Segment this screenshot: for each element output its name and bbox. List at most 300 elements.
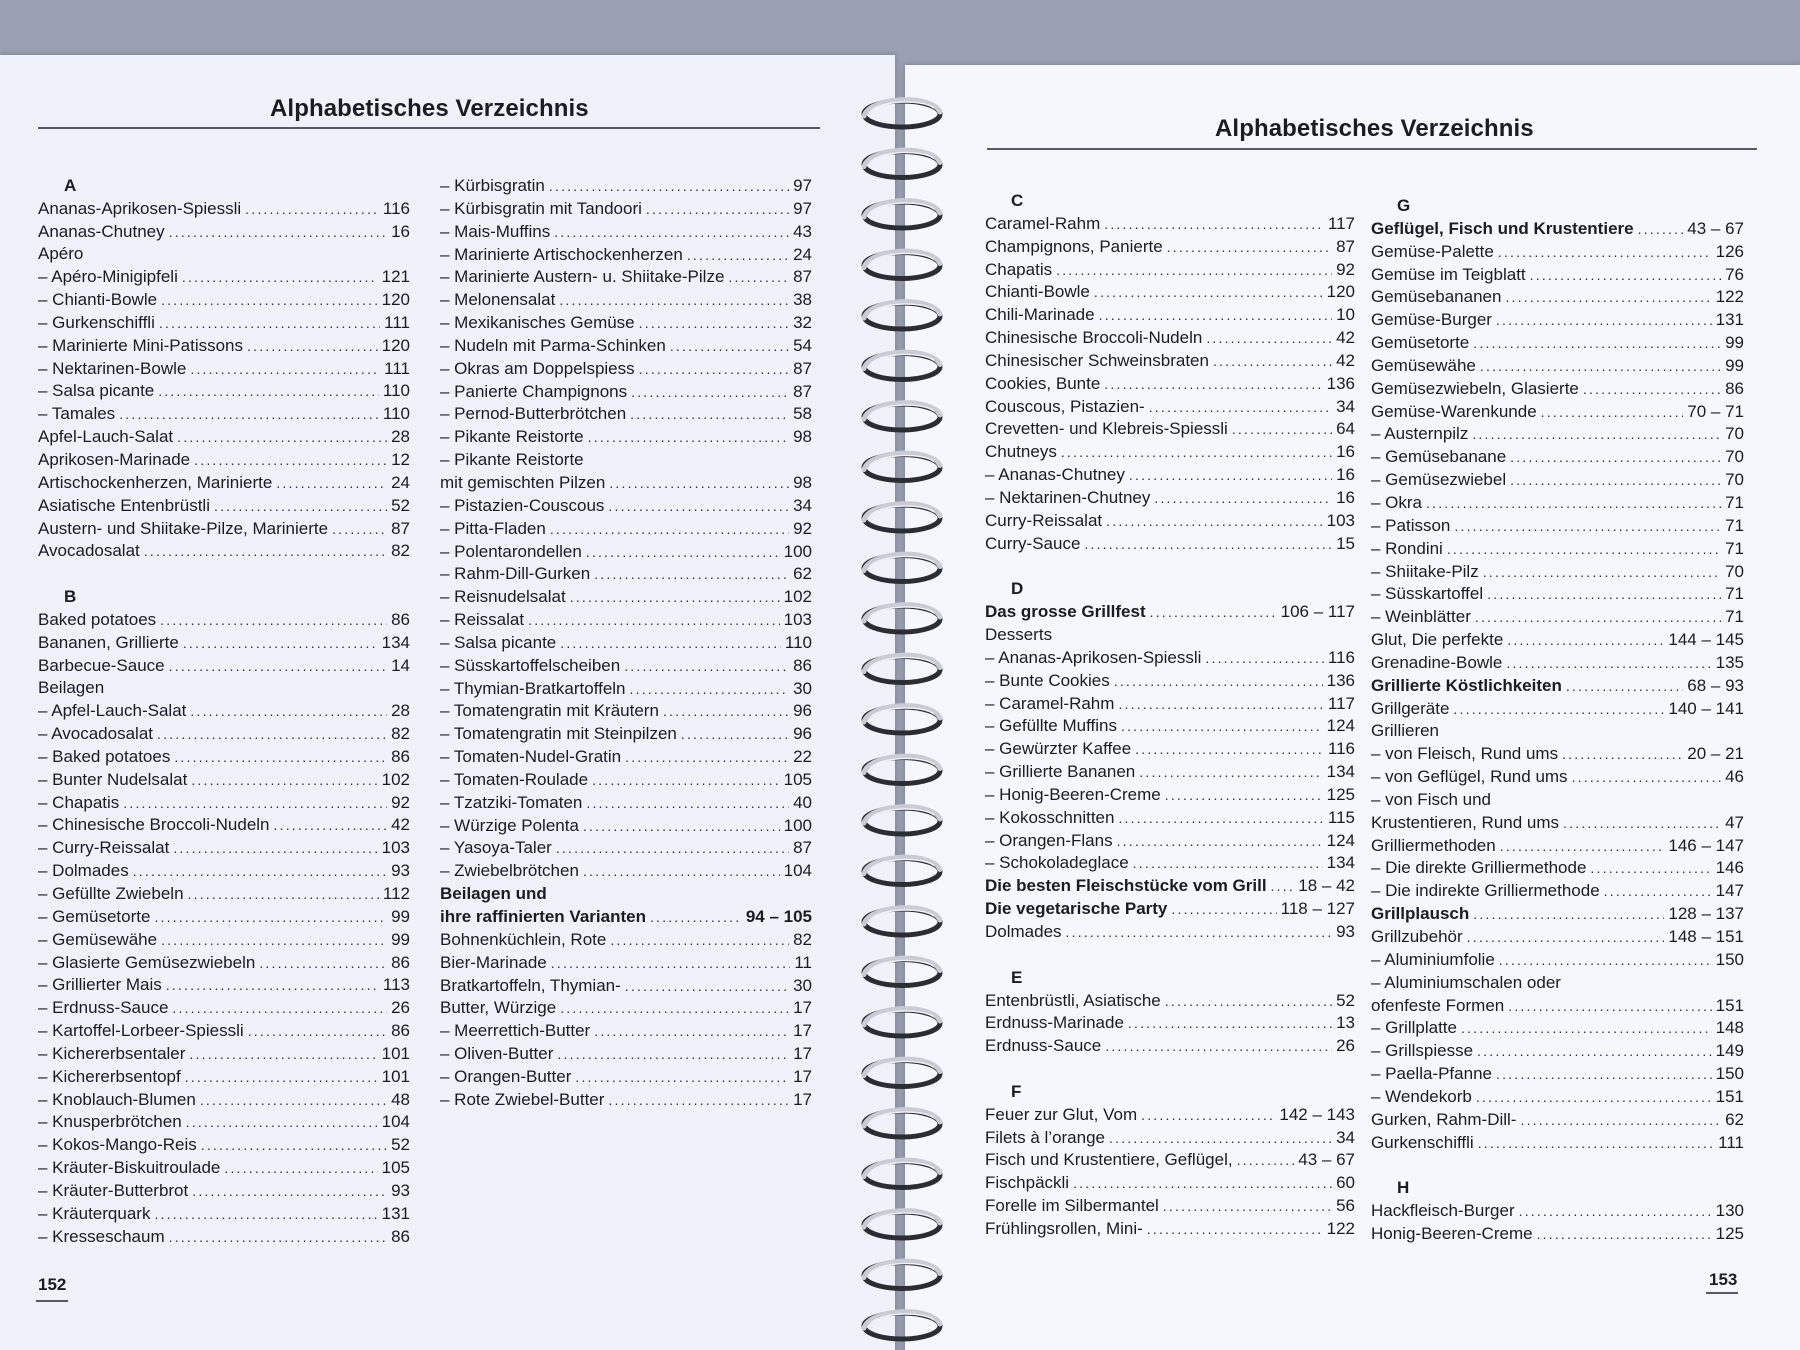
index-entry: [38, 1043, 410, 1066]
index-entry: [440, 609, 812, 632]
dot-leader: [639, 358, 789, 381]
dot-leader: [182, 266, 378, 289]
index-entry: [1371, 972, 1744, 995]
entry-title: – Meerrettich-Butter: [440, 1021, 591, 1041]
entry-page: 146: [1715, 858, 1744, 878]
dot-leader: [177, 426, 387, 449]
entry-page: 124: [1326, 830, 1355, 850]
entry-page: 100: [783, 815, 812, 835]
entry-page: 151: [1715, 1086, 1744, 1106]
index-entry: [38, 495, 410, 518]
entry-title: – Weinblätter: [1371, 607, 1471, 627]
entry-title: Die vegetarische Party: [985, 899, 1168, 919]
entry-title: – Yasoya-Taler: [440, 838, 552, 858]
entry-page: 12: [391, 449, 410, 469]
dot-leader: [1141, 1104, 1275, 1127]
spiral-coil: [864, 807, 940, 834]
entry-page: 14: [391, 655, 410, 675]
entry-title: Grillieren: [1371, 721, 1440, 741]
entry-page: 135: [1715, 652, 1744, 672]
spiral-coil: [864, 1110, 940, 1137]
section-letter: [985, 578, 1355, 601]
dot-leader: [687, 244, 789, 267]
entry-title: – Rote Zwiebel-Butter: [440, 1089, 605, 1109]
spiral-coil: [864, 1059, 940, 1086]
entry-title: Gemüsewähe: [1371, 355, 1476, 375]
dot-leader: [1507, 629, 1664, 652]
dot-leader: [1150, 601, 1277, 624]
spiral-coil: [864, 100, 940, 127]
entry-title: Das grosse Grillfest: [985, 602, 1146, 622]
entry-title: – Grillspiesse: [1371, 1041, 1474, 1061]
index-entry: [1371, 332, 1744, 355]
dot-leader: [159, 312, 380, 335]
dot-leader: [1476, 1086, 1712, 1109]
dot-leader: [560, 632, 781, 655]
entry-title: Bohnenküchlein, Rote: [440, 929, 607, 949]
entry-title: Frühlingsrollen, Mini-: [985, 1218, 1143, 1238]
index-entry: [985, 624, 1355, 647]
entry-page: 30: [793, 975, 812, 995]
entry-page: 70: [1725, 424, 1744, 444]
dot-leader: [1205, 647, 1323, 670]
dot-leader: [157, 723, 387, 746]
entry-title: – Panierte Champignons: [440, 381, 628, 401]
entry-title: – Die indirekte Grilliermethode: [1371, 881, 1600, 901]
dot-leader: [161, 929, 387, 952]
dot-leader: [550, 518, 789, 541]
entry-title: – Paella-Pfanne: [1371, 1064, 1492, 1084]
entry-title: Crevetten- und Klebreis-Spiessli: [985, 419, 1228, 439]
entry-title: Beilagen und: [440, 884, 547, 904]
title-rule: [38, 127, 820, 129]
entry-page: 17: [793, 1044, 812, 1064]
entry-page: 120: [1326, 282, 1355, 302]
entry-title: – Avocadosalat: [38, 724, 153, 744]
entry-title: Chutneys: [985, 442, 1057, 462]
index-entry: [1371, 264, 1744, 287]
entry-title: Grillgeräte: [1371, 698, 1450, 718]
index-entry: [38, 1111, 410, 1134]
index-entry: [985, 647, 1355, 670]
entry-title: Gurken, Rahm-Dill-: [1371, 1109, 1517, 1129]
dot-leader: [189, 1043, 377, 1066]
index-entry: [1371, 949, 1744, 972]
index-entry: [985, 441, 1355, 464]
entry-page: 26: [1336, 1036, 1355, 1056]
entry-title: Bratkartoffeln, Thymian-: [440, 975, 621, 995]
index-entry: [1371, 583, 1744, 606]
entry-page: 122: [1715, 287, 1744, 307]
entry-title: – Honig-Beeren-Creme: [985, 784, 1161, 804]
entry-title: – Kokos-Mango-Reis: [38, 1135, 197, 1155]
dot-leader: [1232, 418, 1332, 441]
entry-title: mit gemischten Pilzen: [440, 472, 606, 492]
entry-page: 99: [1725, 355, 1744, 375]
entry-page: 116: [1327, 739, 1355, 759]
dot-leader: [1165, 784, 1323, 807]
entry-page: 30: [793, 678, 812, 698]
entry-page: 15: [1336, 533, 1355, 553]
dot-leader: [123, 792, 387, 815]
index-entry: [1371, 652, 1744, 675]
dot-leader: [1563, 812, 1721, 835]
entry-page: 82: [391, 724, 410, 744]
entry-page: 151: [1715, 995, 1744, 1015]
entry-title: Filets à l’orange: [985, 1127, 1106, 1147]
entry-title: – Okra: [1371, 492, 1423, 512]
index-entry: [1371, 926, 1744, 949]
entry-title: Artischockenherzen, Marinierte: [38, 472, 273, 492]
index-entry: [440, 312, 812, 335]
spiral-coil: [864, 1261, 940, 1288]
dot-leader: [1206, 327, 1332, 350]
dot-leader: [158, 380, 379, 403]
dot-leader: [1213, 350, 1332, 373]
dot-leader: [631, 381, 789, 404]
entry-title: Curry-Sauce: [985, 533, 1081, 553]
index-entry: [1371, 515, 1744, 538]
entry-page: 117: [1327, 213, 1355, 233]
dot-leader: [190, 700, 387, 723]
entry-page: 124: [1326, 716, 1355, 736]
index-entry: [440, 815, 812, 838]
index-entry: [38, 632, 410, 655]
entry-page: 40: [793, 792, 812, 812]
entry-page: 110: [382, 404, 410, 424]
entry-page: 105: [381, 1158, 410, 1178]
index-entry: [440, 426, 812, 449]
entry-page: 87: [391, 518, 410, 538]
entry-page: 93: [391, 1180, 410, 1200]
index-entry: [38, 289, 410, 312]
index-column-2: [1371, 195, 1744, 1246]
dot-leader: [1472, 423, 1721, 446]
entry-title: – Würzige Polenta: [440, 815, 579, 835]
spiral-coil: [864, 453, 940, 480]
dot-leader: [144, 540, 387, 563]
index-entry: [1371, 1040, 1744, 1063]
index-entry: [440, 175, 812, 198]
entry-title: – Kresseschaum: [38, 1226, 165, 1246]
index-entry: [38, 518, 410, 541]
dot-leader: [1104, 213, 1324, 236]
index-entry: [985, 761, 1355, 784]
index-entry: [1371, 492, 1744, 515]
entry-title: – Oliven-Butter: [440, 1044, 554, 1064]
section-letter: [985, 190, 1355, 213]
entry-title: – Thymian-Bratkartoffeln: [440, 678, 626, 698]
entry-page: 32: [793, 313, 812, 333]
entry-page: 105: [783, 769, 812, 789]
entry-page: 117: [1327, 693, 1355, 713]
entry-title: – Gefüllte Zwiebeln: [38, 884, 184, 903]
left-page: [0, 55, 895, 1350]
entry-title: – Süsskartoffel: [1371, 584, 1484, 604]
spiral-coil: [864, 605, 940, 632]
dot-leader: [1454, 515, 1721, 538]
index-entry: [440, 403, 812, 426]
index-entry: [1371, 378, 1744, 401]
entry-title: Bananen, Grillierte: [38, 632, 179, 652]
dot-leader: [169, 1226, 387, 1249]
entry-title: – Orangen-Butter: [440, 1066, 572, 1086]
dot-leader: [556, 837, 789, 860]
section-letter: [38, 175, 410, 198]
entry-title: – Tomaten-Nudel-Gratin: [440, 747, 622, 767]
dot-leader: [663, 700, 789, 723]
dot-leader: [1118, 807, 1323, 830]
entry-title: F: [1011, 1081, 1022, 1101]
index-entry: [985, 807, 1355, 830]
entry-title: Grillzubehör: [1371, 927, 1463, 946]
index-entry: [985, 738, 1355, 761]
spiral-coil: [864, 201, 940, 228]
index-entry: [440, 198, 812, 221]
index-entry: [440, 472, 812, 495]
dot-leader: [119, 403, 379, 426]
index-entry: [985, 556, 1355, 579]
entry-title: Gemüsetorte: [1371, 333, 1470, 353]
dot-leader: [1426, 492, 1721, 515]
dot-leader: [1149, 396, 1332, 419]
index-entry: [38, 563, 410, 586]
dot-leader: [1510, 446, 1721, 469]
entry-page: 140 – 141: [1668, 698, 1744, 718]
entry-page: 70: [1725, 561, 1744, 581]
entry-page: 86: [391, 746, 410, 766]
dot-leader: [1104, 373, 1322, 396]
entry-title: – Mexikanisches Gemüse: [440, 313, 635, 333]
entry-title: – Wendekorb: [1371, 1086, 1472, 1106]
entry-title: – Knusperbrötchen: [38, 1112, 182, 1132]
entry-page: 62: [1725, 1109, 1744, 1129]
dot-leader: [1128, 1012, 1332, 1035]
index-entry: [1371, 675, 1744, 698]
index-entry: [1371, 401, 1744, 424]
entry-page: 17: [793, 1089, 812, 1109]
dot-leader: [188, 883, 379, 906]
index-entry: [38, 1134, 410, 1157]
entry-title: – Tomatengratin mit Kräutern: [440, 701, 659, 721]
entry-title: – Schokoladeglace: [985, 853, 1129, 873]
index-entry: [985, 784, 1355, 807]
entry-page: 46: [1725, 767, 1744, 787]
entry-title: – Reisnudelsalat: [440, 587, 566, 607]
entry-title: – Marinierte Austern- u. Shiitake-Pilze: [440, 267, 725, 287]
index-entry: [1371, 812, 1744, 835]
entry-title: – Mais-Muffins: [440, 221, 551, 241]
dot-leader: [169, 221, 387, 244]
spiral-coil: [864, 1211, 940, 1238]
index-entry: [985, 601, 1355, 624]
entry-title: – Kürbisgratin: [440, 176, 545, 195]
dot-leader: [728, 266, 789, 289]
entry-title: – Pitta-Fladen: [440, 518, 546, 538]
dot-leader: [609, 472, 789, 495]
entry-title: Gurkenschiffli: [1371, 1132, 1474, 1152]
dot-leader: [1165, 990, 1332, 1013]
index-entry: [985, 693, 1355, 716]
index-entry: [1371, 538, 1744, 561]
entry-page: 113: [382, 975, 410, 995]
entry-page: 87: [1336, 236, 1355, 256]
entry-page: 10: [1336, 305, 1355, 325]
index-entry: [38, 769, 410, 792]
entry-title: – Dolmades: [38, 861, 129, 881]
right-page: [905, 65, 1800, 1350]
entry-title: Aprikosen-Marinade: [38, 449, 191, 469]
entry-page: 93: [1336, 922, 1355, 941]
page-number-rule: [1706, 1292, 1738, 1294]
index-entry: [985, 396, 1355, 419]
entry-title: Honig-Beeren-Creme: [1371, 1223, 1533, 1243]
dot-leader: [1461, 1017, 1712, 1040]
index-entry: [985, 830, 1355, 853]
entry-page: 99: [391, 906, 410, 926]
entry-title: – Apéro-Minigipfeli: [38, 267, 178, 287]
entry-title: Chinesische Broccoli-Nudeln: [985, 328, 1203, 348]
section-letter: [1371, 195, 1744, 218]
entry-page: 48: [391, 1089, 410, 1109]
dot-leader: [186, 1111, 378, 1134]
entry-title: Chapatis: [985, 259, 1053, 279]
entry-title: Curry-Reissalat: [985, 510, 1103, 530]
entry-page: 87: [793, 267, 812, 287]
section-letter: [985, 1081, 1355, 1104]
dot-leader: [630, 678, 790, 701]
index-entry: [38, 883, 410, 906]
index-entry: [440, 929, 812, 952]
dot-leader: [1163, 1195, 1332, 1218]
page-number: 153: [1709, 1270, 1738, 1289]
entry-page: 111: [1718, 1132, 1744, 1152]
index-entry: [985, 715, 1355, 738]
entry-title: – Caramel-Rahm: [985, 693, 1115, 713]
entry-title: Die besten Fleischstücke vom Grill: [985, 876, 1267, 896]
entry-page: 104: [381, 1112, 410, 1132]
spiral-coil: [864, 1312, 940, 1339]
dot-leader: [154, 1203, 377, 1226]
dot-leader: [559, 289, 789, 312]
dot-leader: [1447, 538, 1721, 561]
index-entry: [440, 358, 812, 381]
index-entry: [440, 792, 812, 815]
dot-leader: [1109, 1127, 1332, 1150]
index-entry: [38, 906, 410, 929]
index-entry: [440, 883, 812, 906]
page-number-rule: [36, 1300, 68, 1302]
dot-leader: [670, 335, 789, 358]
entry-title: – Kräuter-Butterbrot: [38, 1180, 189, 1200]
dot-leader: [1508, 995, 1711, 1018]
dot-leader: [194, 449, 387, 472]
entry-title: E: [1011, 967, 1023, 987]
index-entry: [38, 746, 410, 769]
spiral-coil: [864, 554, 940, 581]
index-entry: [1371, 835, 1744, 858]
entry-title: Chianti-Bowle: [985, 282, 1090, 302]
index-entry: [1371, 355, 1744, 378]
section-letter: [1371, 1177, 1744, 1200]
entry-page: 111: [384, 358, 410, 378]
dot-leader: [183, 632, 378, 655]
entry-title: – Curry-Reissalat: [38, 838, 170, 858]
entry-page: 150: [1715, 1064, 1744, 1084]
entry-page: 42: [1336, 328, 1355, 348]
index-entry: [985, 1058, 1355, 1081]
entry-page: 112: [382, 884, 410, 903]
entry-page: 87: [793, 381, 812, 401]
index-entry: [985, 487, 1355, 510]
entry-page: 17: [793, 1066, 812, 1086]
dot-leader: [1106, 510, 1322, 533]
entry-page: 98: [793, 427, 812, 447]
entry-title: – Rondini: [1371, 538, 1443, 558]
entry-page: 52: [1336, 990, 1355, 1010]
entry-title: Ananas-Chutney: [38, 221, 165, 241]
entry-title: Beilagen: [38, 678, 105, 698]
entry-page: 148: [1715, 1018, 1744, 1038]
entry-page: 70: [1725, 447, 1744, 467]
index-entry: [440, 563, 812, 586]
entry-title: – Tamales: [38, 404, 116, 424]
index-entry: [38, 449, 410, 472]
entry-title: – Erdnuss-Sauce: [38, 998, 169, 1018]
entry-title: – Austernpilz: [1371, 424, 1469, 444]
entry-title: G: [1397, 196, 1411, 215]
dot-leader: [1498, 241, 1712, 264]
entry-title: – Gemüsezwiebel: [1371, 470, 1507, 490]
entry-title: – Kartoffel-Lorbeer-Spiessli: [38, 1021, 244, 1041]
dot-leader: [625, 746, 789, 769]
entry-page: 16: [1336, 442, 1355, 462]
entry-page: 24: [391, 472, 410, 492]
dot-leader: [1118, 693, 1323, 716]
dot-leader: [248, 1020, 387, 1043]
dot-leader: [1562, 743, 1683, 766]
index-entry: [440, 952, 812, 975]
entry-title: C: [1011, 191, 1024, 210]
dot-leader: [276, 472, 387, 495]
index-entry: [1371, 720, 1744, 743]
entry-title: – Nektarinen-Bowle: [38, 358, 187, 378]
dot-leader: [1483, 561, 1721, 584]
dot-leader: [592, 769, 780, 792]
entry-title: Feuer zur Glut, Vom: [985, 1104, 1138, 1124]
dot-leader: [1520, 1109, 1721, 1132]
entry-title: Erdnuss-Sauce: [985, 1036, 1102, 1056]
entry-page: 102: [783, 587, 812, 607]
entry-title: – von Geflügel, Rund ums: [1371, 767, 1568, 787]
index-entry: [985, 1195, 1355, 1218]
dot-leader: [1105, 1035, 1332, 1058]
dot-leader: [1583, 378, 1721, 401]
entry-page: 24: [793, 244, 812, 264]
dot-leader: [1473, 332, 1721, 355]
index-entry: [38, 929, 410, 952]
entry-page: 110: [382, 381, 410, 401]
dot-leader: [1510, 469, 1721, 492]
dot-leader: [160, 609, 387, 632]
entry-page: 148 – 151: [1668, 927, 1744, 946]
entry-title: – Bunter Nudelsalat: [38, 769, 188, 789]
index-entry: [1371, 1017, 1744, 1040]
entry-title: Fisch und Krustentiere, Geflügel,: [985, 1150, 1233, 1170]
spiral-coil: [864, 1009, 940, 1036]
dot-leader: [274, 814, 388, 837]
spiral-coil: [864, 251, 940, 278]
